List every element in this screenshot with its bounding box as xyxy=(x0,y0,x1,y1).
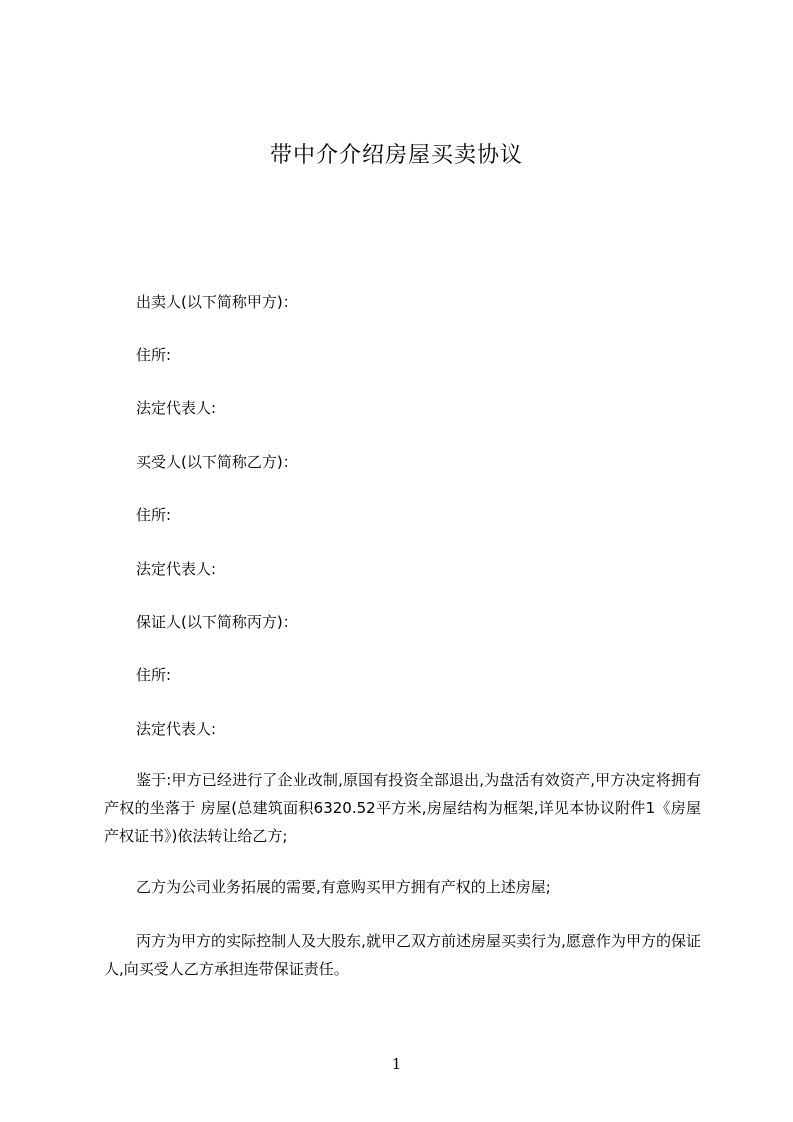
recital-paragraph-2: 乙方为公司业务拓展的需要,有意购买甲方拥有产权的上述房屋; xyxy=(136,878,551,896)
recital-paragraph-3: 丙方为甲方的实际控制人及大股东,就甲乙双方前述房屋买卖行为,愿意作为甲方的保证人,向买受人乙方承担连带保证责任。 xyxy=(104,932,701,978)
seller-legal-representative-field: 法定代表人: xyxy=(136,399,217,417)
buyer-legal-representative-field: 法定代表人: xyxy=(136,560,217,578)
page-number: 1 xyxy=(391,1055,402,1073)
buyer-field: 买受人(以下简称乙方)： xyxy=(136,453,298,471)
recital-paragraph-1: 鉴于:甲方已经进行了企业改制,原国有投资全部退出,为盘活有效资产,甲方决定将拥有产权的坐落于 房屋(总建筑面积6320.52平方米,房屋结构为框架,详见本协议附件1《房屋产权证书》)依法转让给乙方; xyxy=(104,771,701,845)
seller-field: 出卖人(以下简称甲方)： xyxy=(136,293,298,311)
guarantor-legal-representative-field: 法定代表人: xyxy=(136,720,217,738)
guarantor-field: 保证人(以下简称丙方)： xyxy=(136,613,298,631)
guarantor-address-field: 住所: xyxy=(136,666,172,684)
seller-address-field: 住所: xyxy=(136,346,172,364)
buyer-address-field: 住所: xyxy=(136,506,172,524)
document-title: 带中介介绍房屋买卖协议 xyxy=(269,143,523,168)
